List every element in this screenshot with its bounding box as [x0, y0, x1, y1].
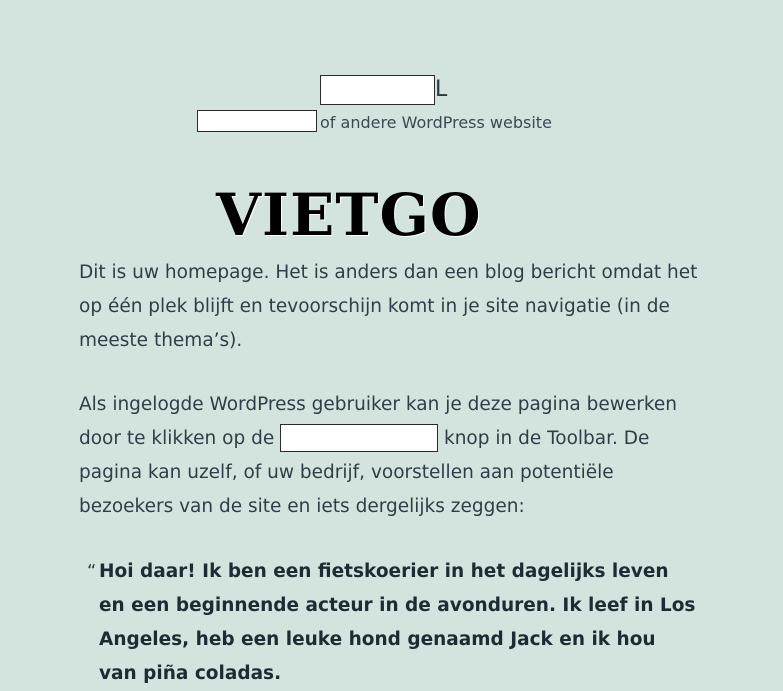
edit-instructions-paragraph	[79, 388, 699, 524]
site-description-redacted	[197, 110, 317, 132]
site-title-redacted[interactable]	[320, 75, 435, 105]
site-description: of andere WordPress website	[320, 113, 552, 132]
edit-button-redacted	[280, 424, 438, 452]
edit-instructions-text-start: Als ingelogde WordPress gebruiker kan je deze pagina bewerken door te klikken op de	[79, 394, 678, 449]
blockquote-text: Hoi daar! Ik ben een fietskoerier in het dagelijks leven en een beginnende acteur in de avonduren. Ik leef in Los Angeles, heb een leuke hond genaamd Jack en ik hou van piña coladas.	[99, 561, 696, 684]
site-logo[interactable]: VIETGO	[216, 181, 482, 249]
site-title-suffix[interactable]: L	[435, 77, 448, 102]
intro-paragraph: Dit is uw homepage. Het is anders dan een blog bericht omdat het op één plek blijft en tevoorschijn komt in je site navigatie (in de meeste thema’s).	[79, 262, 698, 351]
quote-mark: “	[87, 561, 97, 582]
edit-instructions-text-end: knop in de Toolbar. De pagina kan uzelf, of uw bedrijf, voorstellen aan potentiële bezoekers van de site en iets dergelijks zeggen:	[79, 428, 650, 517]
